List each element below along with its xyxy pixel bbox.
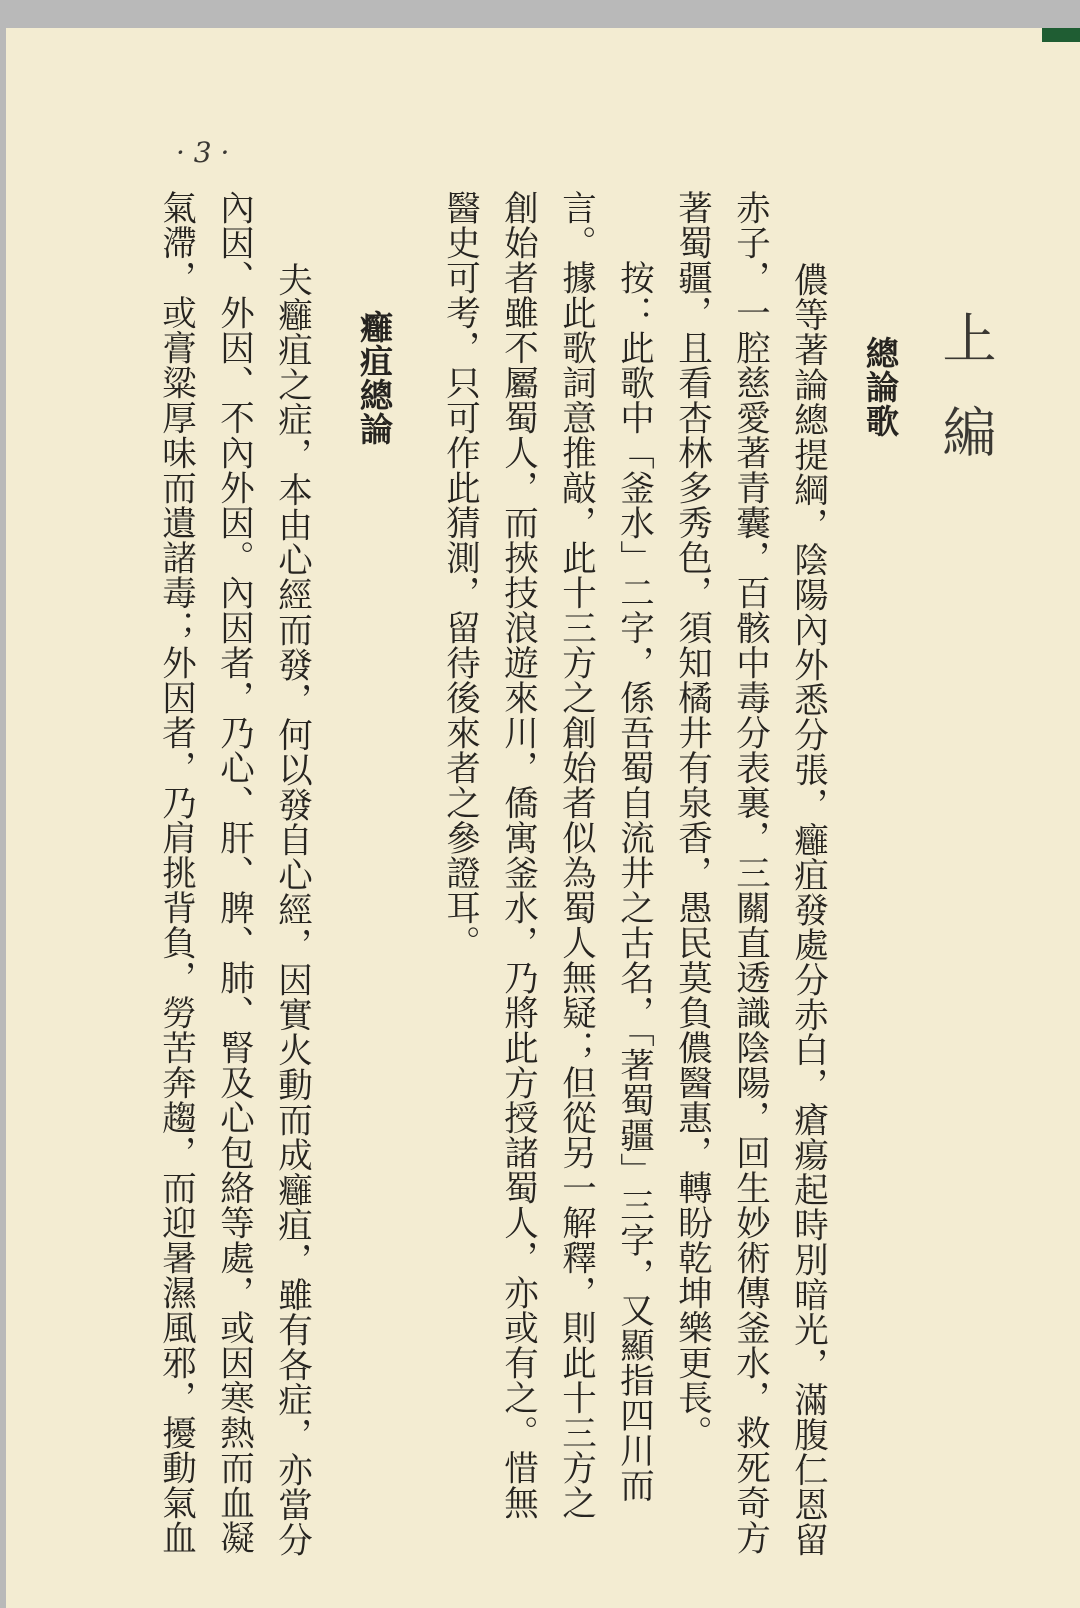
book-page [6, 28, 1080, 1608]
text-column: 醫史可考，只可作此猜測，留待後來者之參證耳。 [439, 190, 480, 960]
text-column: 氣滯，或膏粱厚味而遺諸毒；外因者，乃肩挑背負，勞苦奔趨，而迎暑濕風邪，擾動氣血 [155, 190, 196, 1555]
section-heading-yongju-zonglun: 癰疽總論 [355, 310, 394, 446]
text-column: 儂等著論總提綱，陰陽內外悉分張，癰疽發處分赤白，瘡瘍起時別暗光，滿腹仁恩留 [787, 262, 828, 1557]
text-column: 按：此歌中「釜水」二字，係吾蜀自流井之古名，「著蜀疆」三字，又顯指四川而 [613, 260, 654, 1503]
green-edge-mark [1042, 28, 1080, 42]
section-heading-zonglun-ge: 總論歌 [861, 336, 900, 438]
text-column: 內因、外因、不內外因。內因者，乃心、肝、脾、肺、腎及心包絡等處，或因寒熱而血凝 [213, 190, 254, 1555]
text-column: 創始者雖不屬蜀人，而挾技浪遊來川，僑寓釜水，乃將此方授諸蜀人，亦或有之。惜無 [497, 190, 538, 1520]
part-title: 上編 [934, 310, 997, 498]
text-column: 夫癰疽之症，本由心經而發，何以發自心經，因實火動而成癰疽，雖有各症，亦當分 [271, 262, 312, 1557]
text-column: 赤子，一腔慈愛著青囊，百骸中毒分表裏，三關直透識陰陽，回生妙術傳釜水，救死奇方 [729, 190, 770, 1555]
page-number: · 3 · [176, 136, 230, 169]
text-column: 著蜀疆，且看杏林多秀色，須知橘井有泉香，愚民莫負儂醫惠，轉盼乾坤樂更長。 [671, 190, 712, 1450]
text-column: 言。據此歌詞意推敲，此十三方之創始者似為蜀人無疑；但從另一解釋，則此十三方之 [555, 190, 596, 1520]
